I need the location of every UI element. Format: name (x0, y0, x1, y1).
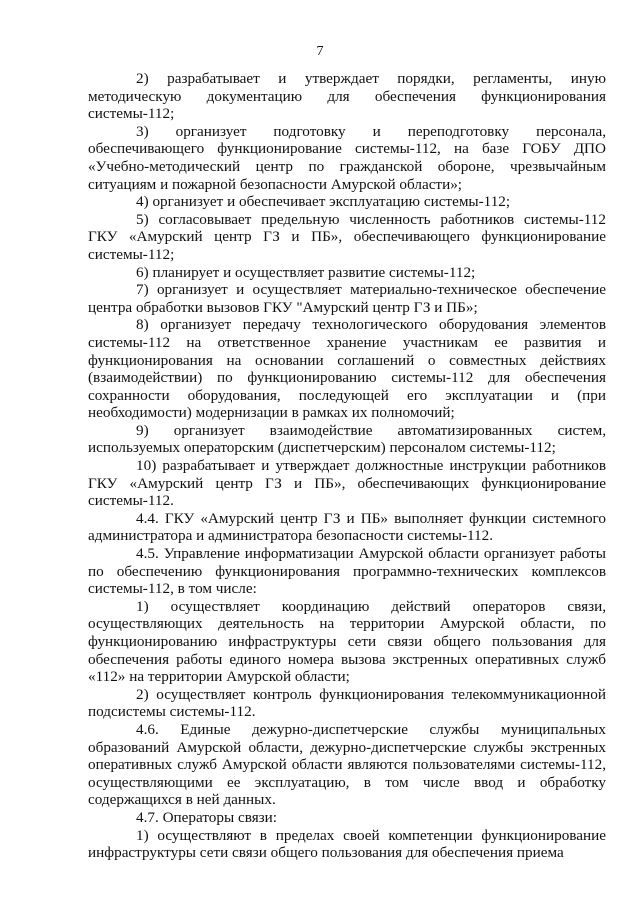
paragraph: 4) организует и обеспечивает эксплуатацию системы-112; (136, 193, 511, 211)
paragraph: 1) осуществляет координацию действий операторов связи, осуществляющих деятельность на территории Амурской области, по функционированию инфраструктуры сети связи общего пользования для обеспечения работы единого номера вызова экстренных оперативных служб «112» на территории Амурской области; (88, 597, 606, 686)
paragraph: 10) разрабатывает и утверждает должностные инструкции работников ГКУ «Амурский центр ГЗ и ПБ», обеспечивающих функционирование системы-112. (88, 457, 606, 510)
paragraph: 1) осуществляют в пределах своей компетенции функционирование инфраструктуры сети связи общего пользования для обеспечения приема (88, 826, 606, 862)
paragraph: 4.6. Единые дежурно-диспетчерские службы муниципальных образований Амурской области, дежурно-диспетчерские службы экстренных оперативных служб Амурской области являются пользователями системы-112, осуществляющими ее эксплуатацию, в том числе ввод и обработку содержащихся в ней данных. (88, 720, 606, 809)
paragraph: 7) организует и осуществляет материально-техническое обеспечение центра обработки вызовов ГКУ "Амурский центр ГЗ и ПБ»; (88, 281, 606, 316)
paragraph: 4.5. Управление информатизации Амурской области организует работы по обеспечению функционирования программно-технических комплексов системы-112, в том числе: (88, 545, 606, 598)
paragraph: 3) организует подготовку и переподготовку персонала, обеспечивающего функционирование системы-112, на базе ГОБУ ДПО «Учебно-методический центр по гражданской обороне, чрезвычайным ситуациям и пожарной безопасности Амурской области»; (88, 122, 606, 193)
document-body (88, 70, 606, 862)
paragraph: 4.4. ГКУ «Амурский центр ГЗ и ПБ» выполняет функции системного администратора и администратора безопасности системы-112. (88, 509, 606, 545)
page-number: 7 (316, 44, 324, 59)
paragraph: 5) согласовывает предельную численность работников системы-112 ГКУ «Амурский центр ГЗ и ПБ», обеспечивающего функционирование системы-112; (88, 210, 606, 263)
paragraph: 8) организует передачу технологического оборудования элементов системы-112 на ответственное хранение участникам ее развития и функционирования на основании соглашений о совместных действиях (взаимодействии) по функционированию системы-112 для обеспечения сохранности оборудования, последующей его эксплуатации и (при необходимости) модернизации в рамках их полномочий; (88, 316, 606, 422)
paragraph: 2) осуществляет контроль функционирования телекоммуникационной подсистемы системы-112. (88, 685, 606, 721)
paragraph: 9) организует взаимодействие автоматизированных систем, используемых операторским (диспетчерским) персоналом системы-112; (88, 421, 606, 457)
paragraph: 4.7. Операторы связи: (136, 808, 278, 826)
paragraph: 6) планирует и осуществляет развитие системы-112; (136, 263, 476, 281)
paragraph: 2) разрабатывает и утверждает порядки, регламенты, иную методическую документацию для обеспечения функционирования системы-112; (88, 70, 606, 123)
